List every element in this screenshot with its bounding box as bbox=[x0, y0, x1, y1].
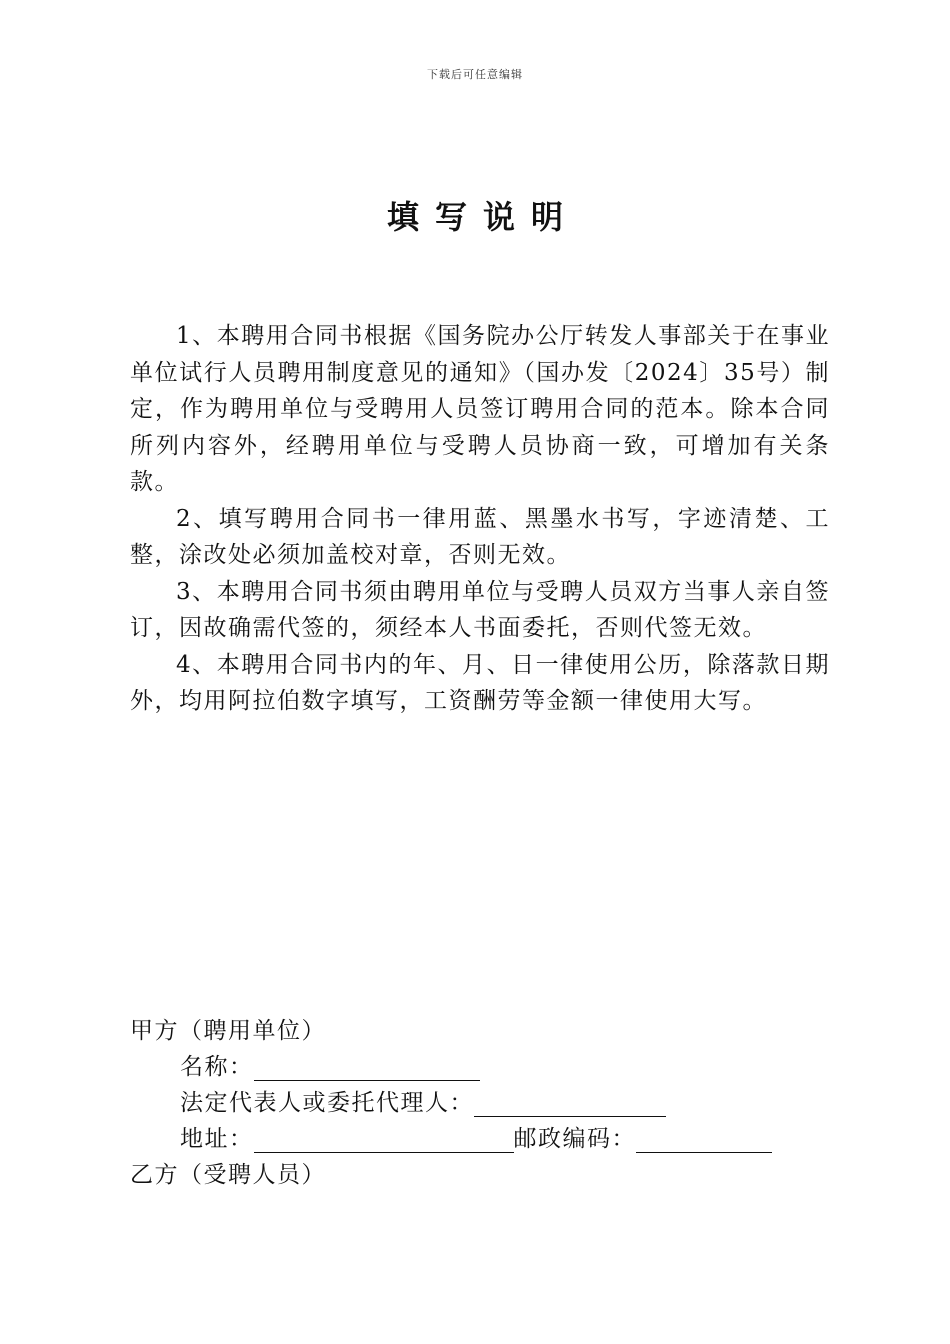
party-a-address-field[interactable] bbox=[254, 1124, 514, 1153]
party-b-heading-line bbox=[130, 1157, 830, 1193]
page-title: 填写说明 bbox=[386, 198, 579, 236]
party-b-heading: 乙方（受聘人员） bbox=[130, 1162, 326, 1188]
instruction-paragraph-4: 4、本聘用合同书内的年、月、日一律使用公历，除落款日期外，均用阿拉伯数字填写，工资酬劳等金额一律使用大写。 bbox=[130, 651, 830, 714]
party-a-postcode-field[interactable] bbox=[636, 1124, 772, 1153]
party-a-postcode-label: 邮政编码： bbox=[513, 1126, 636, 1152]
instructions-body bbox=[130, 318, 830, 720]
party-a-name-label: 名称： bbox=[180, 1054, 254, 1080]
party-a-address-line bbox=[130, 1121, 830, 1157]
party-a-heading: 甲方（聘用单位） bbox=[130, 1018, 326, 1044]
instruction-paragraph-3: 3、本聘用合同书须由聘用单位与受聘人员双方当事人亲自签订，因故确需代签的，须经本人书面委托，否则代签无效。 bbox=[130, 578, 830, 641]
instruction-paragraph-1: 1、本聘用合同书根据《国务院办公厅转发人事部关于在事业单位试行人员聘用制度意见的通知》（国办发〔2024〕35号）制定，作为聘用单位与受聘用人员签订聘用合同的范本。除本合同所列内容外，经聘用单位与受聘人员协商一致，可增加有关条款。 bbox=[130, 323, 830, 495]
party-a-heading-line bbox=[130, 1013, 830, 1049]
party-a-representative-label: 法定代表人或委托代理人： bbox=[180, 1090, 474, 1116]
instruction-paragraph-2: 2、填写聘用合同书一律用蓝、黑墨水书写，字迹清楚、工整，涂改处必须加盖校对章，否则无效。 bbox=[130, 505, 830, 568]
header-note: 下载后可任意编辑 bbox=[427, 68, 523, 81]
party-a-representative-field[interactable] bbox=[474, 1088, 666, 1117]
party-a-representative-line bbox=[130, 1085, 830, 1121]
party-a-name-field[interactable] bbox=[254, 1052, 480, 1081]
party-a-address-label: 地址： bbox=[180, 1126, 254, 1152]
party-a-name-line bbox=[130, 1049, 830, 1085]
party-section bbox=[130, 1013, 830, 1193]
